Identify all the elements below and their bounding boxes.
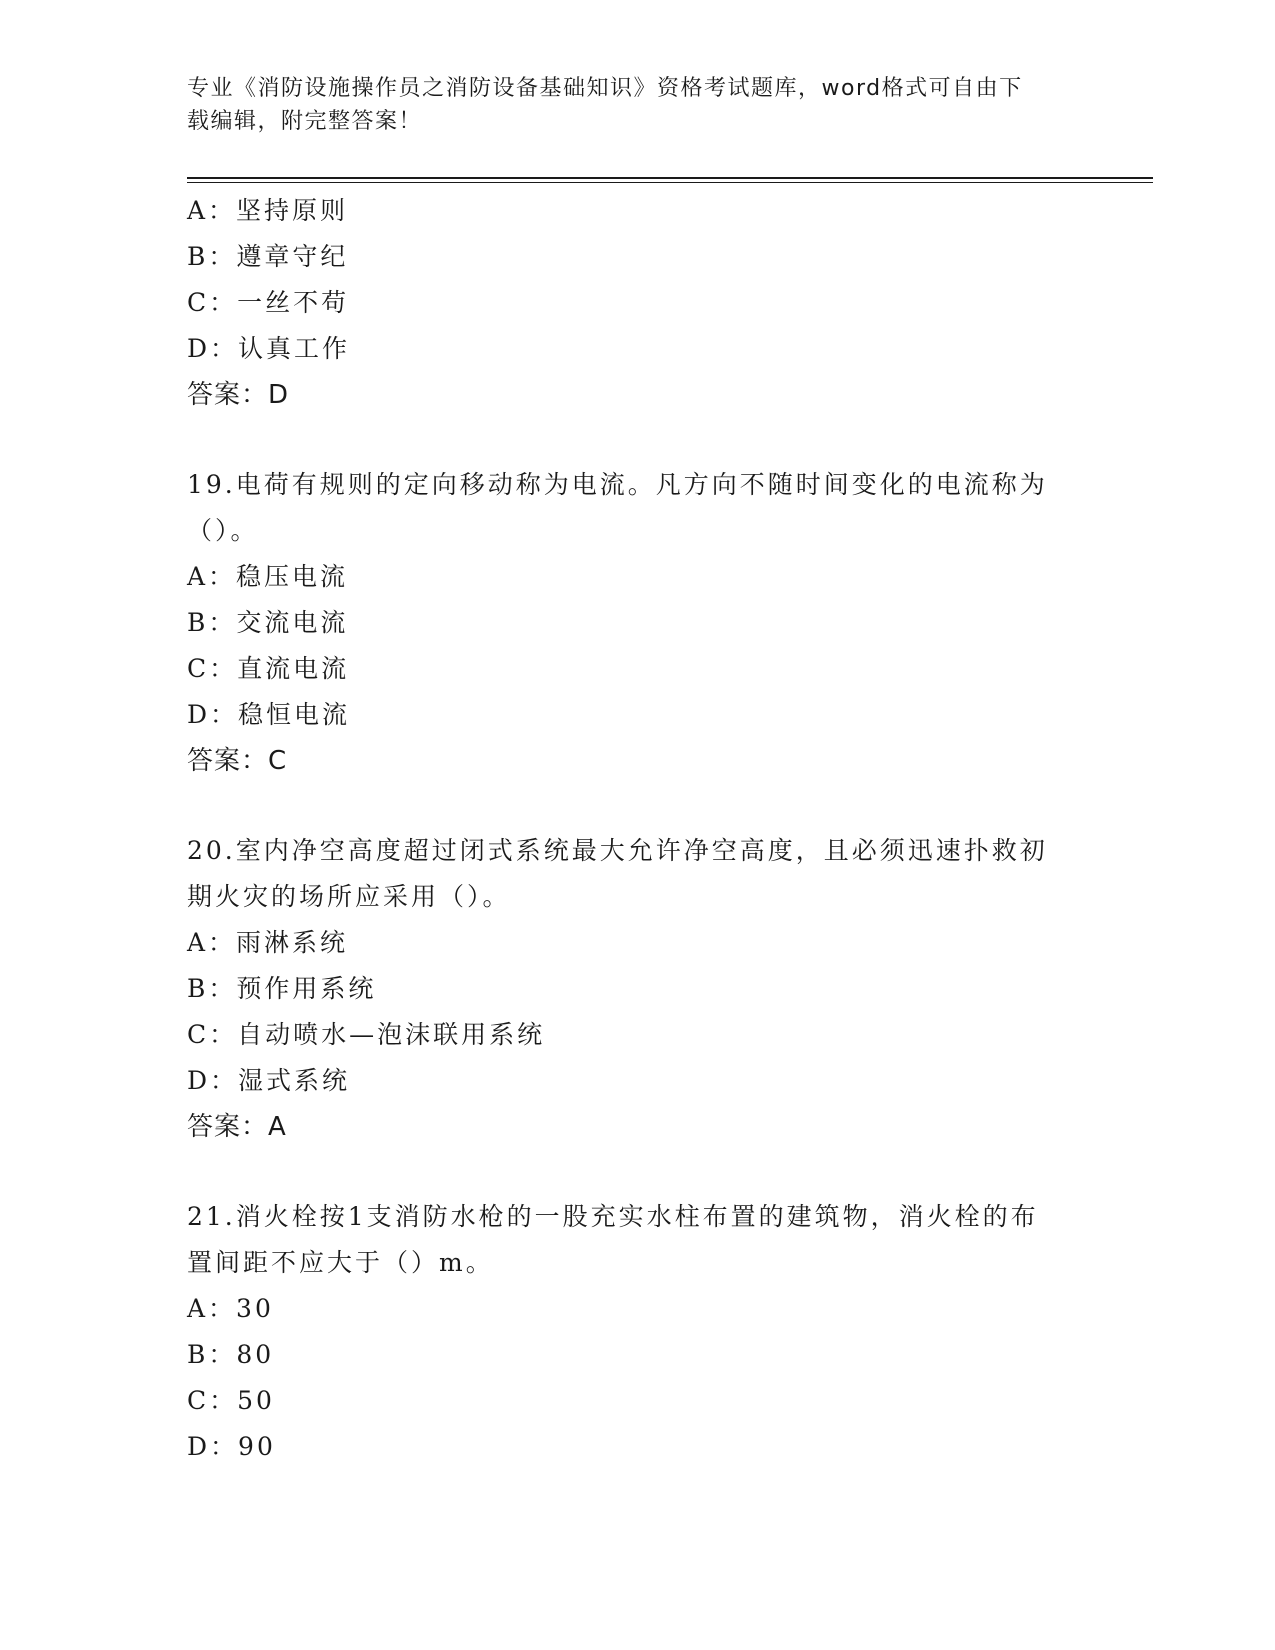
option-b: B：交流电流 [187,608,349,637]
header-divider-thick [187,177,1153,179]
question-text-line-2: 期火灾的场所应采用（）。 [187,882,511,911]
option-d: D：认真工作 [187,334,351,363]
question-20 [187,828,1087,1150]
answer-line: 答案：A [187,1112,287,1142]
option-c: C：50 [187,1386,275,1415]
option-a: A：坚持原则 [187,196,349,225]
header-line-2: 载编辑，附完整答案！ [187,109,423,134]
option-d: D：90 [187,1432,276,1461]
option-c: C：直流电流 [187,654,350,683]
question-list [187,188,1087,1470]
question-18 [187,188,1087,418]
option-c: C：一丝不苟 [187,288,350,317]
question-text-line-2: 置间距不应大于（）m。 [187,1248,494,1277]
option-a: A：30 [187,1294,274,1323]
answer-line: 答案：C [187,746,288,776]
question-text-line-1: 20.室内净空高度超过闭式系统最大允许净空高度，且必须迅速扑救初 [187,836,1048,865]
option-b: B：遵章守纪 [187,242,349,271]
question-text-line-2: （）。 [187,516,259,545]
option-c: C：自动喷水—泡沫联用系统 [187,1020,546,1049]
answer-line: 答案：D [187,380,290,410]
option-b: B：80 [187,1340,275,1369]
option-a: A：雨淋系统 [187,928,349,957]
question-spacer [187,784,1087,828]
option-b: B：预作用系统 [187,974,377,1003]
question-spacer [187,418,1087,462]
question-text-line-1: 19.电荷有规则的定向移动称为电流。凡方向不随时间变化的电流称为 [187,470,1048,499]
option-a: A：稳压电流 [187,562,349,591]
question-19 [187,462,1087,784]
option-d: D：湿式系统 [187,1066,351,1095]
option-d: D：稳恒电流 [187,700,351,729]
document-header [187,72,1067,138]
header-divider-thin [187,182,1153,183]
question-spacer [187,1150,1087,1194]
question-21 [187,1194,1087,1470]
header-line-1: 专业《消防设施操作员之消防设备基础知识》资格考试题库，word格式可自由下 [187,76,1023,101]
question-text-line-1: 21.消火栓按1支消防水枪的一股充实水柱布置的建筑物，消火栓的布 [187,1202,1039,1231]
